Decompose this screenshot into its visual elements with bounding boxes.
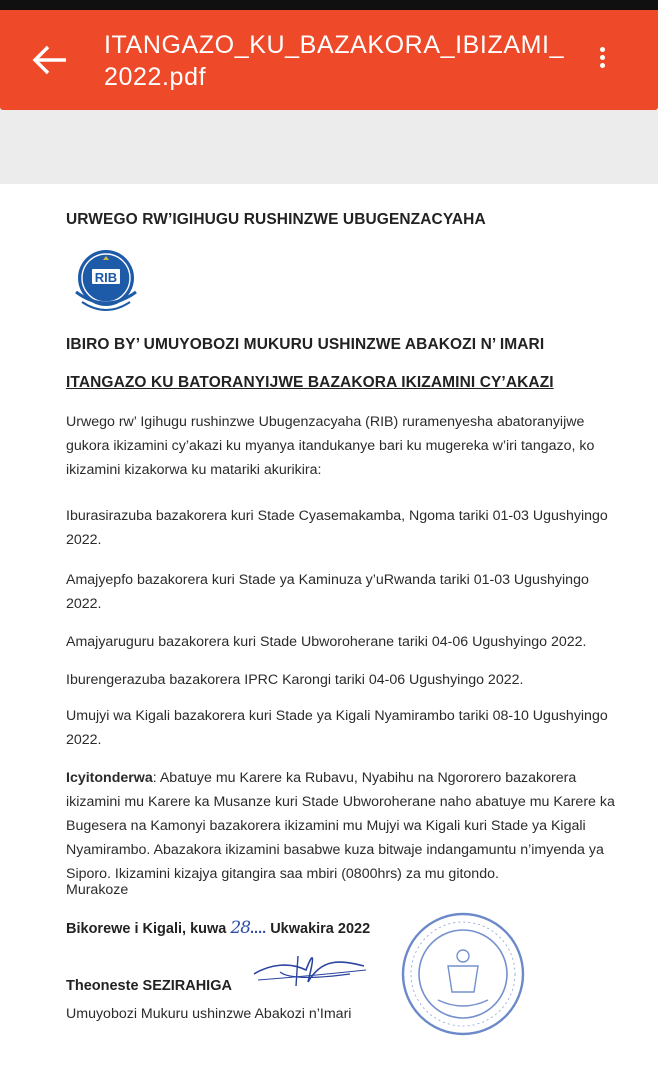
place-date-suffix: Ukwakira 2022: [270, 921, 371, 937]
more-vert-icon[interactable]: [588, 44, 616, 78]
place-date-prefix: Bikorewe i Kigali, kuwa: [66, 921, 227, 937]
schedule-item-south: Amajyepfo bazakorera kuri Stade ya Kaminuza y’uRwanda tariki 01-03 Ugushyingo 2022.: [66, 572, 589, 612]
note-text: : Abatuye mu Karere ka Rubavu, Nyabihu na Ngororero bazakorera ikizamini mu Karere ka Musanze kuri Stade Ubworoherane naho abatuye mu Karere ka Bugesera na Kamonyi bazakorera ikizamini mu Mujyi wa Kigali kuri Stade ya Kigali Nyamirambo. Abazakora ikizamini basabwe kuza bitwaje indangamuntu n’imyenda ya Siporo. Ikizamini kizajya gitangira saa mbiri (0800hrs) za mu gitondo.: [66, 770, 615, 882]
date-day: 28: [230, 918, 251, 938]
arrow-left-icon[interactable]: [28, 38, 72, 82]
pdf-page[interactable]: [0, 184, 658, 1080]
place-date-line: Bikorewe i Kigali, kuwa 28.... Ukwakira 2022: [66, 918, 371, 938]
schedule-item-kigali: Umujyi wa Kigali bazakorera kuri Stade ya Kigali Nyamirambo tariki 08-10 Ugushyingo 2022.: [66, 708, 608, 748]
schedule-item-north: Amajyaruguru bazakorera kuri Stade Ubworoherane tariki 04-06 Ugushyingo 2022.: [66, 634, 587, 650]
svg-text:RIB: RIB: [94, 270, 118, 285]
note-label: Icyitonderwa: [66, 770, 153, 786]
note-paragraph: [66, 766, 628, 886]
office-heading: IBIRO BY’ UMUYOBOZI MUKURU USHINZWE ABAKOZI N’ IMARI: [66, 336, 545, 353]
viewer-background: [0, 110, 658, 184]
institution-heading: URWEGO RW’IGIHUGU RUSHINZWE UBUGENZACYAHA: [66, 211, 486, 228]
rib-logo: [72, 248, 140, 320]
status-bar: [0, 0, 658, 10]
file-title: ITANGAZO_KU_BAZAKORA_IBIZAMI_2022.pdf: [104, 31, 565, 91]
intro-paragraph: Urwego rw’ Igihugu rushinzwe Ubugenzacyaha (RIB) ruramenyesha abatoranyijwe gukora ikizamini cy’akazi ku myanya itandukanye bari ku mugereka w’iri tangazo, ko ikizamini kizakorwa ku matariki akurikira:: [66, 414, 595, 478]
official-stamp-seal: [398, 908, 528, 1040]
closing-text: Murakoze: [66, 882, 129, 898]
schedule-item-west: Iburengerazuba bazakorera IPRC Karongi tariki 04-06 Ugushyingo 2022.: [66, 672, 524, 688]
signatory-name: Theoneste SEZIRAHIGA: [66, 978, 232, 994]
app-bar: [0, 10, 658, 110]
schedule-item-east: Iburasirazuba bazakorera kuri Stade Cyasemakamba, Ngoma tariki 01-03 Ugushyingo 2022.: [66, 508, 608, 548]
signatory-title: Umuyobozi Mukuru ushinzwe Abakozi n’Imari: [66, 1006, 352, 1022]
notice-title: ITANGAZO KU BATORANYIJWE BAZAKORA IKIZAMINI CY’AKAZI: [66, 374, 554, 391]
